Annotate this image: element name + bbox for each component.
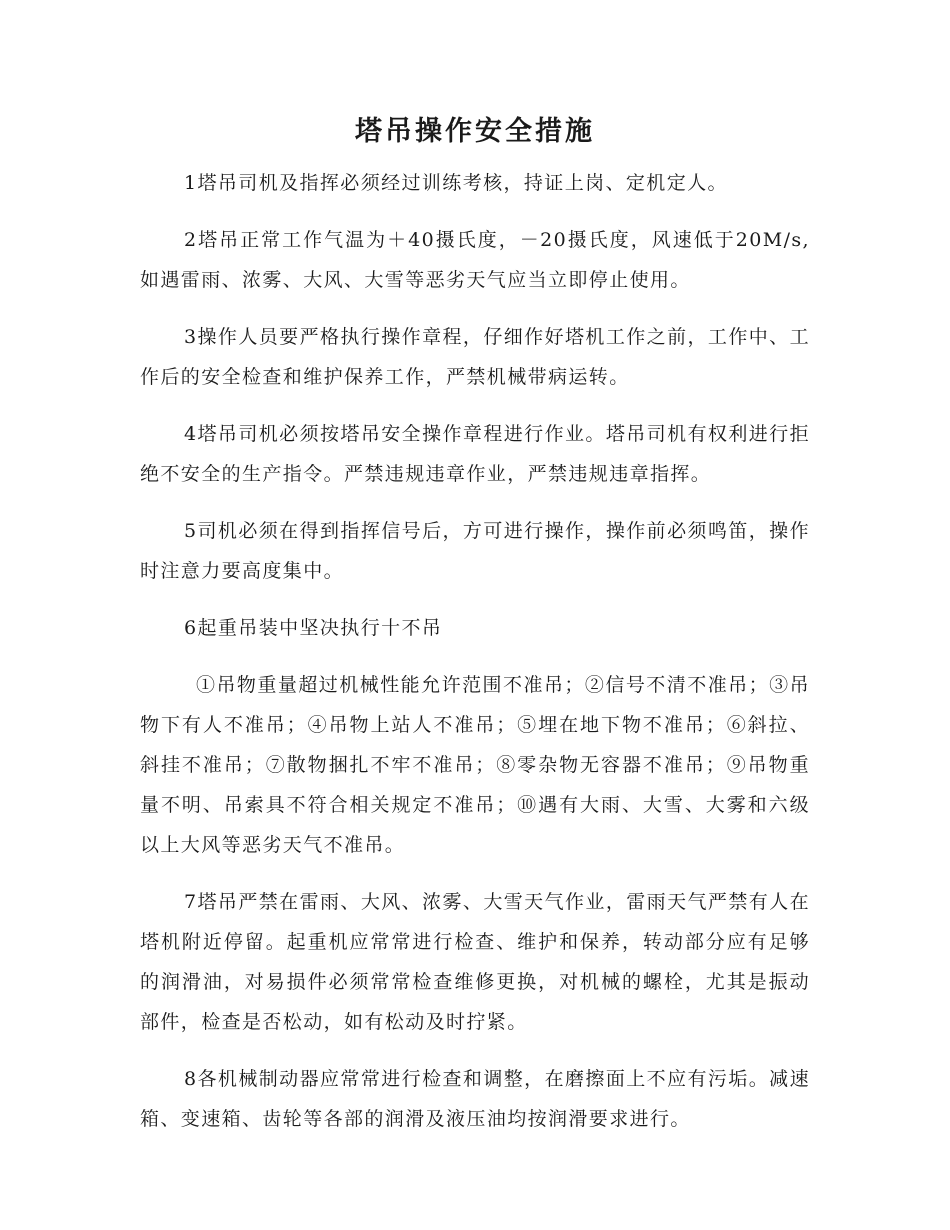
paragraph-6: 6起重吊装中坚决执行十不吊 [184,617,443,639]
paragraph-8: 8各机械制动器应常常进行检查和调整，在磨擦面上不应有污垢。减速箱、变速箱、齿轮等各部的润滑及液压油均按润滑要求进行。 [140,1068,810,1130]
paragraph-2: 2塔吊正常工作气温为＋40摄氏度，－20摄氏度，风速低于20M/s,如遇雷雨、浓雾、大风、大雪等恶劣天气应当立即停止使用。 [140,229,810,291]
paragraph-5: 5司机必须在得到指挥信号后，方可进行操作，操作前必须鸣笛，操作时注意力要高度集中。 [140,520,810,582]
paragraph-3: 3操作人员要严格执行操作章程，仔细作好塔机工作之前，工作中、工作后的安全检查和维护保养工作，严禁机械带病运转。 [140,326,810,388]
paragraph-7: 7塔吊严禁在雷雨、大风、浓雾、大雪天气作业，雷雨天气严禁有人在塔机附近停留。起重机应常常进行检查、维护和保养，转动部分应有足够的润滑油，对易损件必须常常检查维修更换，对机械的螺栓，尤其是振动部件，检查是否松动，如有松动及时拧紧。 [140,891,810,1033]
paragraph-ten-rules: ①吊物重量超过机械性能允许范围不准吊；②信号不清不准吊；③吊物下有人不准吊；④吊物上站人不准吊；⑤埋在地下物不准吊；⑥斜拉、斜挂不准吊；⑦散物捆扎不牢不准吊；⑧零杂物无容器不准吊；⑨吊物重量不明、吊索具不符合相关规定不准吊；⑩遇有大雨、大雪、大雾和六级以上大风等恶劣天气不准吊。 [140,674,810,856]
paragraph-4: 4塔吊司机必须按塔吊安全操作章程进行作业。塔吊司机有权利进行拒绝不安全的生产指令。严禁违规违章作业，严禁违规违章指挥。 [140,423,810,485]
document-body [140,163,810,1156]
paragraph-1: 1塔吊司机及指挥必须经过训练考核，持证上岗、定机定人。 [184,172,728,194]
document-title: 塔吊操作安全措施 [355,116,595,147]
